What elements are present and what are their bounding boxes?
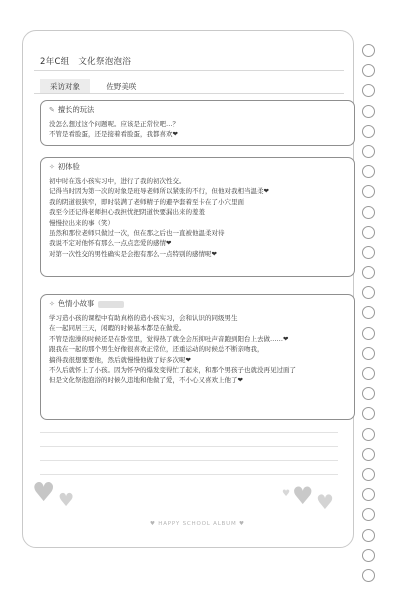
binder-ring	[362, 105, 375, 118]
section-title	[49, 162, 346, 172]
section-title	[49, 105, 346, 115]
section-title	[49, 299, 346, 309]
ruled-line	[40, 446, 338, 447]
ruled-line	[40, 432, 338, 433]
section-title-text: 初体验	[57, 162, 80, 171]
binder-ring	[362, 407, 375, 420]
text-line: 学习造小孩的课程中有助真格的造小孩实习，会和认识的同级男生	[49, 314, 238, 322]
page-title: 2年C组 文化祭泡泡浴	[40, 57, 132, 67]
binder-ring	[362, 84, 375, 97]
section-story	[40, 294, 355, 420]
text-line: 跟我在一起的那个男生好像很喜欢正常位，还重运动的时候总不断亲吻我，	[49, 345, 264, 354]
text-line: 对第一次性交的男性确实是会抱有那么一点特别的感情呢❤	[49, 249, 217, 258]
binder-ring	[362, 165, 375, 178]
binder-ring	[362, 448, 375, 461]
subject-label: 采访对象	[40, 79, 90, 94]
section-first-time	[40, 157, 355, 277]
binder-ring	[362, 145, 375, 158]
heart-icon: ♥	[282, 489, 291, 499]
binder-ring	[362, 64, 375, 77]
text-line: 初中时在选小孩实习中，进行了我的初次性交。	[49, 177, 186, 185]
pencil-icon: ✎	[49, 106, 55, 114]
binder-ring	[362, 529, 375, 542]
text-line: 搞得我很想要要他，然后就慢慢他做了好多次呢❤	[49, 355, 191, 364]
footer-caption: ♥ HAPPY SCHOOL ALBUM ♥	[150, 521, 245, 527]
star-icon: ✧	[49, 300, 55, 308]
binder-ring	[362, 206, 375, 219]
binder-ring	[362, 185, 375, 198]
section-title-text: 擅长的玩法	[57, 105, 95, 114]
binder-ring	[362, 508, 375, 521]
divider	[34, 93, 344, 94]
star-icon: ✧	[49, 163, 55, 171]
text-line: 不久后就怀上了小孩。因为怀孕的爆发变得忙了起来，和那个男孩子也就没再见过面了	[49, 366, 296, 375]
text-line: 不管是看脸蛋，还是接着看脸蛋，我都喜欢❤	[49, 130, 178, 139]
binder-ring	[362, 428, 375, 441]
divider	[34, 70, 344, 71]
subject-name: 佐野美咲	[106, 82, 137, 91]
redacted-mark	[98, 301, 124, 308]
heart-icon: ♥	[58, 490, 75, 511]
text-line: 不管是泡澡的时候还是在卧室里，觉得热了就全会压抑吐声音跑到阳台上去做……❤	[49, 334, 289, 343]
binder-ring	[362, 266, 375, 279]
binder-ring	[362, 387, 375, 400]
binder-ring	[362, 488, 375, 501]
text-line: 在一起同居三天，闲暇的时候基本都是在做爱。	[49, 324, 186, 333]
heart-icon: ♥	[292, 482, 314, 510]
ruled-line	[40, 474, 338, 475]
text-line: 我至今还记得老师担心我担忧把阴道快要漏出来的羞羞	[49, 208, 205, 217]
binder-ring	[362, 286, 375, 299]
section-specialty	[40, 100, 355, 146]
binder-rings	[362, 44, 376, 589]
text-line: 但是文化祭泡泡浴的时候久违地和他做了爱，不小心又喜欢上他了❤	[49, 376, 243, 385]
heart-icon: ♥	[32, 478, 56, 508]
text-line: 我说不定对他怀有那么一点点恋爱的感情❤	[49, 239, 172, 248]
text-line: 没怎么想过这个问题呢。应该是正常位吧…？	[49, 120, 179, 128]
text-line: 慢慢拉出来的事（笑）	[49, 218, 114, 227]
binder-ring	[362, 327, 375, 340]
binder-ring	[362, 569, 375, 582]
section-title-text: 色情小故事	[57, 299, 95, 308]
heart-icon: ♥	[316, 490, 334, 514]
text-line: 记得当时因为第一次的对象是班导老师所以紧张的不行，但他对我相当温柔❤	[49, 187, 269, 196]
binder-ring	[362, 125, 375, 138]
binder-ring	[362, 306, 375, 319]
interview-subject	[40, 79, 136, 94]
binder-ring	[362, 226, 375, 239]
binder-ring	[362, 347, 375, 360]
binder-ring	[362, 44, 375, 57]
ruled-line	[40, 460, 338, 461]
binder-ring	[362, 367, 375, 380]
binder-ring	[362, 246, 375, 259]
binder-ring	[362, 468, 375, 481]
text-line: 虽然和那位老师只做过一次，但在那之后也一直被他温柔对待	[49, 229, 225, 238]
text-line: 我的阴道很狭窄，即时装满了老师精子的避孕套着至卡在了小穴里面	[49, 197, 244, 206]
